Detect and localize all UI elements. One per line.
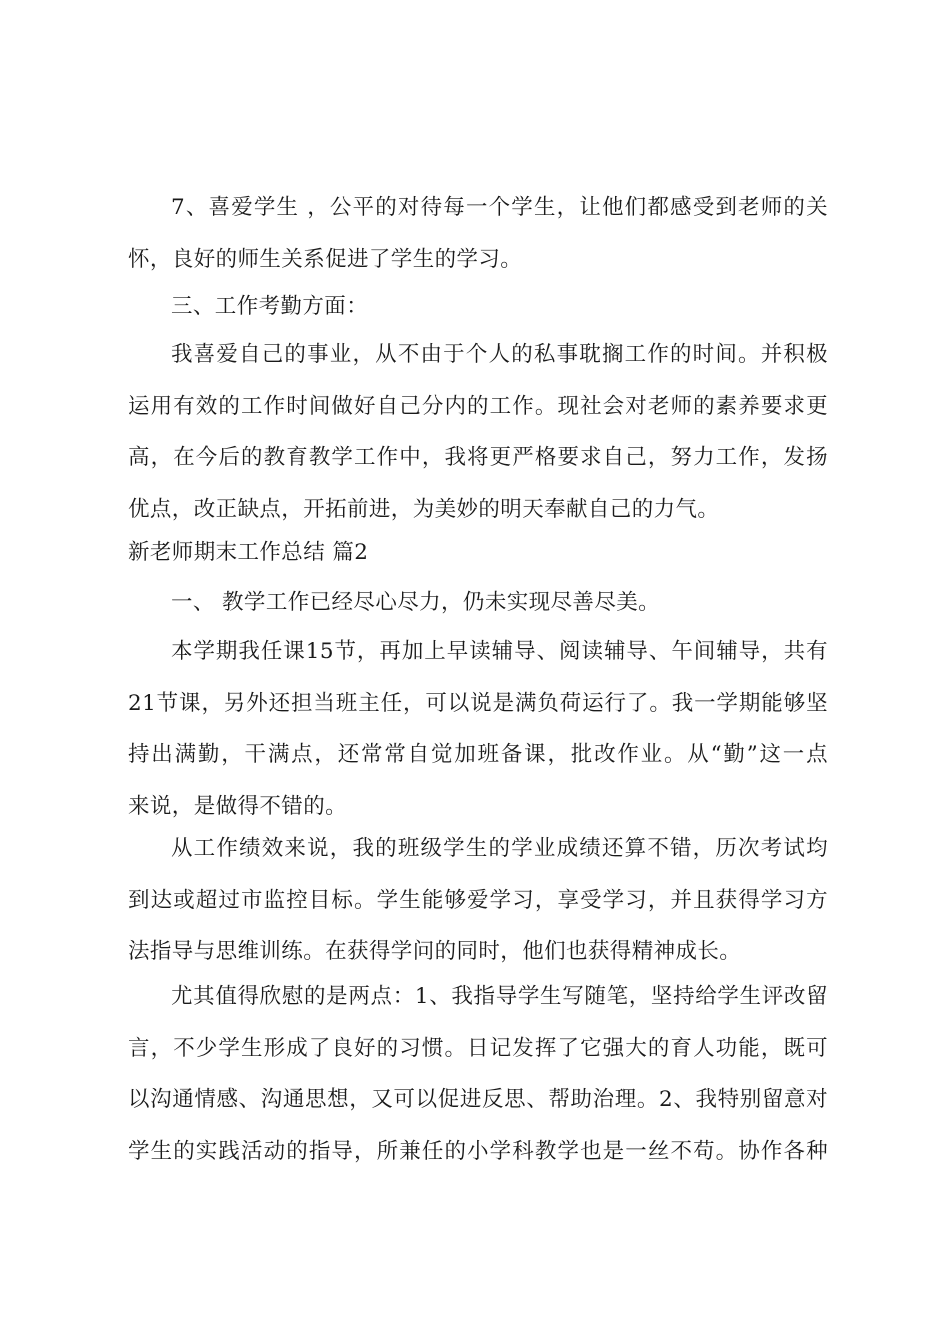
text-line: 高，在今后的教育教学工作中，我将更严格要求自己，努力工作，发扬 [128,445,828,470]
text-line: 运用有效的工作时间做好自己分内的工作。现社会对老师的素养要求更 [128,393,828,419]
text-line: 到达或超过市监控目标。学生能够爱学习，享受学习，并且获得学习方 [128,887,828,913]
text-line: 学生的实践活动的指导，所兼任的小学科教学也是一丝不苟。协作各种 [128,1138,828,1164]
text-line: 本学期我任课15节，再加上早读辅导、阅读辅导、午间辅导，共有 [171,639,828,664]
section-heading-attendance [128,281,828,333]
text-line: 7、喜爱学生 ，公平的对待每一个学生，让他们都感受到老师的关 [171,195,828,220]
text-line: 尤其值得欣慰的是两点：1、我指导学生写随笔，坚持给学生评改留 [171,984,828,1009]
teaching-load-paragraph [128,626,828,832]
text-line: 持出满勤，干满点，还常常自觉加班备课，批改作业。从“勤”这一点 [128,742,828,767]
article-2-title [128,527,828,579]
attendance-paragraph [128,329,828,535]
text-line: 从工作绩效来说，我的班级学生的学业成绩还算不错，历次考试均 [171,836,828,861]
text-line: 以沟通情感、沟通思想，又可以促进反思、帮助治理。2、我特别留意对 [128,1087,828,1112]
text-line: 言，不少学生形成了良好的习惯。日记发挥了它强大的育人功能，既可 [128,1035,828,1061]
text-line: 来说，是做得不错的。 [128,793,348,819]
text-line: 怀，良好的师生关系促进了学生的学习。 [128,246,523,272]
item-7-paragraph [128,182,828,285]
section-heading: 一、 教学工作已经尽心尽力，仍未实现尽善尽美。 [171,590,661,615]
section-heading: 三、工作考勤方面： [171,294,369,319]
text-line: 21节课，另外还担当班主任，可以说是满负荷运行了。我一学期能够坚 [128,690,828,716]
text-line: 我喜爱自己的事业，从不由于个人的私事耽搁工作的时间。并积极 [171,342,828,367]
performance-paragraph [128,823,828,978]
text-line: 法指导与思维训练。在获得学问的同时，他们也获得精神成长。 [128,939,742,964]
highlights-paragraph [128,971,828,1177]
section-heading-teaching [128,577,828,629]
article-title: 新老师期末工作总结 篇2 [128,540,369,565]
text-line: 优点，改正缺点，开拓前进，为美妙的明天奉献自己的力气。 [128,496,720,522]
